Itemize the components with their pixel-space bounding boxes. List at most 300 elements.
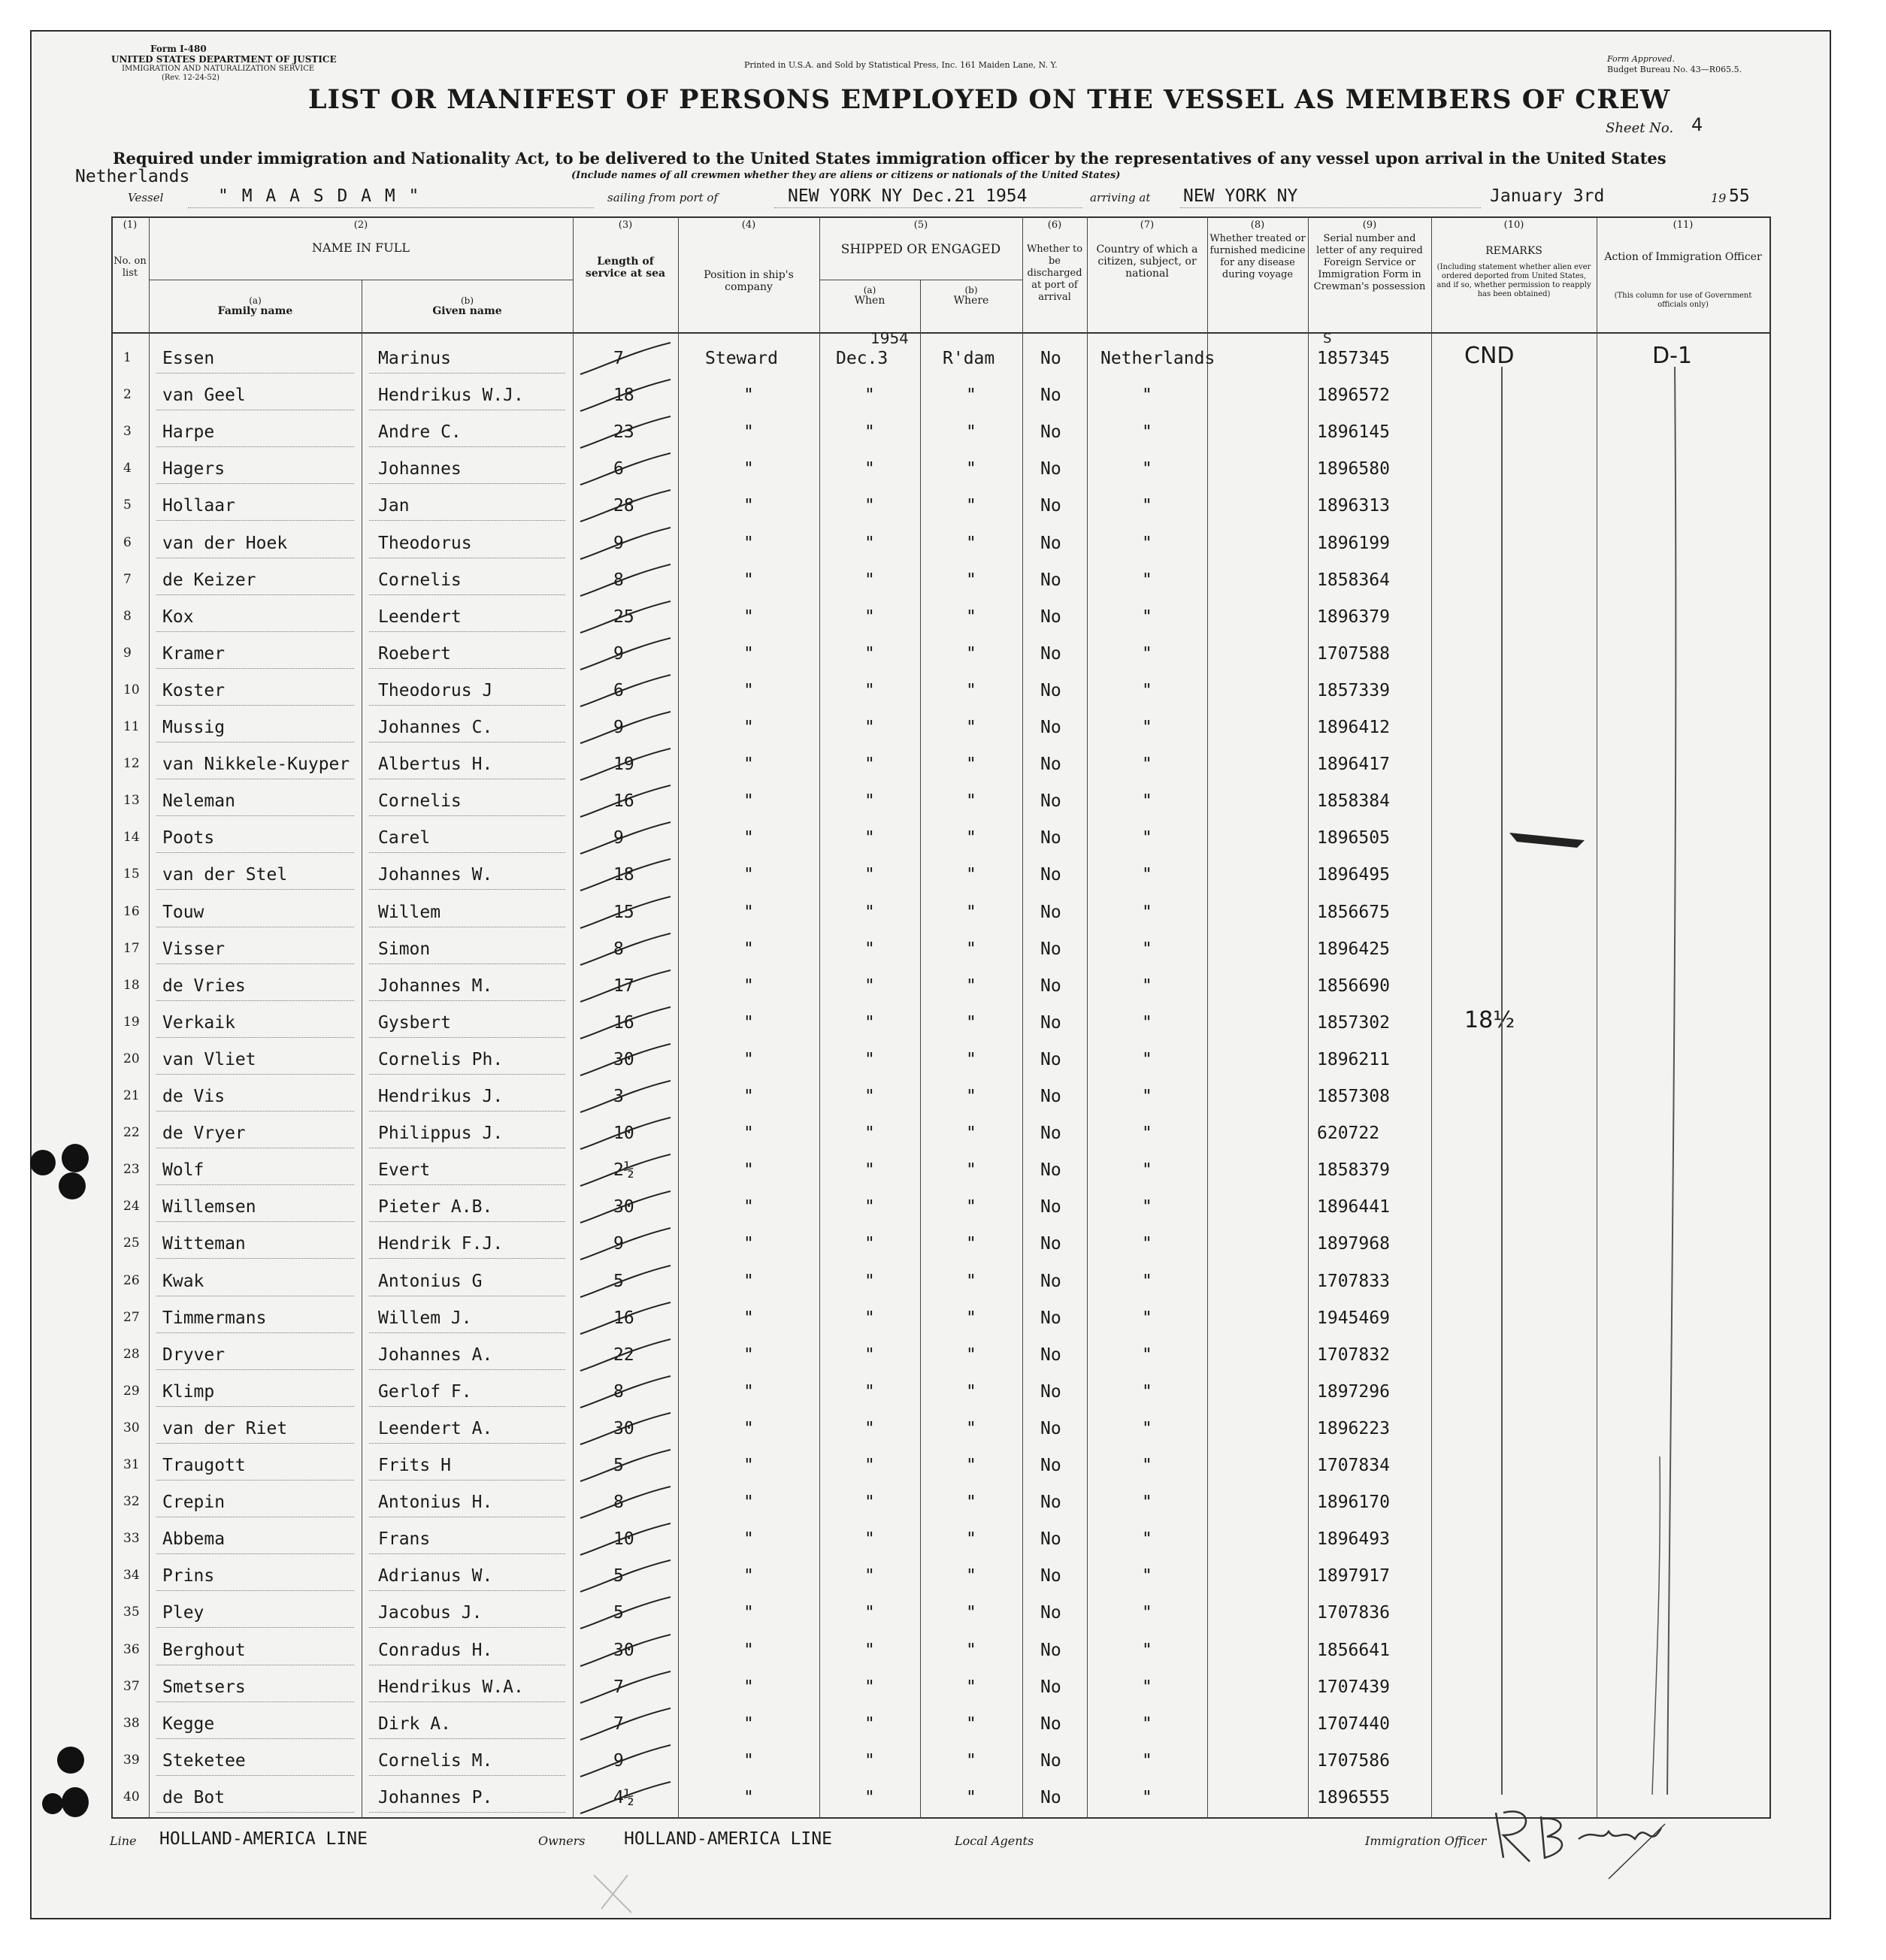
cell-family: van Geel <box>162 386 246 406</box>
cell-family: Neleman <box>162 791 235 812</box>
cell-service: 7 <box>613 1677 624 1697</box>
cell-country: " <box>1142 459 1152 479</box>
cell-when: " <box>864 1049 875 1069</box>
cell-serial: 1707834 <box>1317 1456 1390 1475</box>
cell-given: Dirk A. <box>378 1713 451 1734</box>
cell-given: Carel <box>378 828 431 848</box>
cell-position: " <box>743 1197 754 1217</box>
cell-serial: 1896572 <box>1317 386 1390 406</box>
cell-position: " <box>743 865 754 885</box>
cell-discharged: No <box>1040 1603 1061 1623</box>
cell-discharged: No <box>1040 606 1061 627</box>
cell-given: Hendrikus J. <box>378 1087 504 1106</box>
cell-when: " <box>864 570 875 590</box>
cell-country: " <box>1142 755 1152 775</box>
cell-where: " <box>966 755 976 775</box>
cell-no: 16 <box>123 903 140 919</box>
cell-no: 11 <box>123 719 140 734</box>
cell-no: 14 <box>123 830 140 845</box>
cell-given: Adrianus W. <box>378 1566 493 1586</box>
cell-country: " <box>1142 1012 1152 1033</box>
cell-discharged: No <box>1040 496 1061 516</box>
cell-where: " <box>966 1640 976 1660</box>
cell-position: " <box>743 1603 754 1623</box>
cell-serial: 1707440 <box>1317 1713 1390 1734</box>
cell-when: " <box>864 828 875 848</box>
cell-position: " <box>743 1087 754 1106</box>
head-given: Given name <box>432 305 502 317</box>
cell-serial: 1896425 <box>1317 939 1390 959</box>
cell-discharged: No <box>1040 939 1061 959</box>
cell-given: Frans <box>378 1529 431 1550</box>
cell-given: Simon <box>378 939 431 959</box>
cell-when: " <box>864 1344 875 1365</box>
line-label: Line <box>110 1834 137 1848</box>
cell-when: " <box>864 422 875 443</box>
cell-where: " <box>966 1677 976 1697</box>
cell-family: Dryver <box>162 1344 226 1365</box>
cell-service: 28 <box>613 496 634 516</box>
cell-given: Hendrikus W.J. <box>378 386 524 406</box>
cell-country: " <box>1142 1640 1152 1660</box>
cell-when: " <box>864 1012 875 1033</box>
colnum-3: (3) <box>618 219 633 231</box>
cell-where: " <box>966 1787 976 1807</box>
nationality: Netherlands <box>75 167 190 186</box>
cell-country: " <box>1142 1787 1152 1807</box>
cell-where: " <box>966 422 976 443</box>
cell-no: 40 <box>123 1789 140 1804</box>
cell-discharged: No <box>1040 1124 1061 1144</box>
cell-when: " <box>864 1087 875 1106</box>
cell-given: Cornelis Ph. <box>378 1049 504 1069</box>
head-5b: (b) <box>964 285 978 295</box>
cell-family: Kegge <box>162 1713 215 1734</box>
cell-country: " <box>1142 1160 1152 1181</box>
cell-serial: 1896412 <box>1317 718 1390 737</box>
owners-label: Owners <box>538 1834 586 1848</box>
cell-family: de Bot <box>162 1787 226 1807</box>
cell-country: " <box>1142 975 1152 996</box>
cell-service: 8 <box>613 570 624 590</box>
cell-where: " <box>966 1529 976 1550</box>
cell-position: " <box>743 1787 754 1807</box>
sailing-underline <box>774 207 1082 208</box>
cell-service: 4½ <box>613 1787 634 1807</box>
cell-service: 18 <box>613 865 634 885</box>
budget-bureau: Budget Bureau No. 43—R065.5. <box>1607 65 1742 74</box>
cell-serial: 1945469 <box>1317 1308 1390 1328</box>
cell-service: 5 <box>613 1566 624 1586</box>
cell-service: 30 <box>613 1049 634 1069</box>
cell-family: Witteman <box>162 1234 246 1254</box>
head-5a: (a) <box>863 285 876 295</box>
cell-given: Johannes C. <box>378 718 493 737</box>
cell-country: " <box>1142 1677 1152 1697</box>
cell-discharged: No <box>1040 975 1061 996</box>
cell-service: 2½ <box>613 1160 634 1181</box>
cell-serial: 1897296 <box>1317 1381 1390 1402</box>
cell-family: Harpe <box>162 422 215 443</box>
cell-when: " <box>864 902 875 922</box>
cell-given: Jacobus J. <box>378 1603 483 1623</box>
cell-discharged: No <box>1040 1640 1061 1660</box>
cell-when: " <box>864 1493 875 1513</box>
cell-where: " <box>966 1234 976 1254</box>
cell-service: 10 <box>613 1124 634 1144</box>
cell-no: 17 <box>123 940 140 956</box>
cell-family: Koster <box>162 680 226 700</box>
cell-discharged: No <box>1040 459 1061 479</box>
head-no: No. on list <box>114 256 147 279</box>
head-action: Action of Immigration Officer <box>1604 251 1762 263</box>
cell-service: 30 <box>613 1418 634 1438</box>
colnum-8: (8) <box>1250 219 1265 231</box>
cell-given: Leendert A. <box>378 1418 493 1438</box>
cell-service: 8 <box>613 939 624 959</box>
cell-country: " <box>1142 1493 1152 1513</box>
cell-country: " <box>1142 1456 1152 1475</box>
cell-service: 30 <box>613 1640 634 1660</box>
cell-given: Leendert <box>378 606 462 627</box>
punch-hole-6 <box>62 1787 89 1817</box>
cell-when: " <box>864 1271 875 1291</box>
cell-country: " <box>1142 606 1152 627</box>
cell-no: 35 <box>123 1605 140 1620</box>
document-title: LIST OR MANIFEST OF PERSONS EMPLOYED ON THE VESSEL AS MEMBERS OF CREW <box>308 84 1671 115</box>
cell-when: " <box>864 1713 875 1734</box>
cell-service: 9 <box>613 1234 624 1254</box>
cell-family: Willemsen <box>162 1197 256 1217</box>
cell-position: " <box>743 1713 754 1734</box>
cell-serial: 1857302 <box>1317 1012 1390 1033</box>
line-value: HOLLAND-AMERICA LINE <box>159 1829 368 1849</box>
cell-where: " <box>966 1271 976 1291</box>
arriving-label: arriving at <box>1090 191 1151 204</box>
cell-position: " <box>743 606 754 627</box>
cell-where: " <box>966 1197 976 1217</box>
cell-where: " <box>966 1049 976 1069</box>
cell-discharged: No <box>1040 1197 1061 1217</box>
cell-no: 33 <box>123 1531 140 1547</box>
cell-service: 8 <box>613 1493 624 1513</box>
cell-family: de Vis <box>162 1087 226 1106</box>
cell-given: Jan <box>378 496 410 516</box>
cell-family: Prins <box>162 1566 215 1586</box>
cell-country: " <box>1142 1087 1152 1106</box>
cell-serial: 1707588 <box>1317 643 1390 664</box>
cell-country: " <box>1142 1124 1152 1144</box>
cell-given: Gerlof F. <box>378 1381 472 1402</box>
cell-serial: 1896441 <box>1317 1197 1390 1217</box>
cell-when: " <box>864 1418 875 1438</box>
colnum-9: (9) <box>1362 219 1377 231</box>
cell-country: " <box>1142 1603 1152 1623</box>
cell-given: Willem <box>378 902 441 922</box>
service: IMMIGRATION AND NATURALIZATION SERVICE <box>122 65 315 73</box>
cell-country: " <box>1142 386 1152 406</box>
head-family: Family name <box>217 305 293 317</box>
punch-hole-5 <box>42 1793 63 1814</box>
cell-no: 30 <box>123 1420 140 1435</box>
cell-given: Pieter A.B. <box>378 1197 493 1217</box>
cell-no: 7 <box>123 571 132 587</box>
cell-when: " <box>864 459 875 479</box>
cell-given: Frits H <box>378 1456 451 1475</box>
cell-country: " <box>1142 680 1152 700</box>
cell-service: 3 <box>613 1087 624 1106</box>
cell-position: " <box>743 1308 754 1328</box>
cell-country: " <box>1142 1197 1152 1217</box>
cell-action: D-1 <box>1652 343 1693 369</box>
cell-discharged: No <box>1040 422 1061 443</box>
cell-family: Kramer <box>162 643 226 664</box>
cell-when: " <box>864 1529 875 1550</box>
cell-given: Johannes P. <box>378 1787 493 1807</box>
cell-where: " <box>966 1308 976 1328</box>
cell-discharged: No <box>1040 386 1061 406</box>
cell-given: Antonius H. <box>378 1493 493 1513</box>
cell-position: " <box>743 1529 754 1550</box>
cell-serial: 1896493 <box>1317 1529 1390 1550</box>
cell-no: 31 <box>123 1457 140 1472</box>
cell-family: Mussig <box>162 718 226 737</box>
sailing-from: NEW YORK NY Dec.21 1954 <box>788 186 1028 206</box>
cell-discharged: No <box>1040 865 1061 885</box>
cell-family: Crepin <box>162 1493 226 1513</box>
cell-family: Smetsers <box>162 1677 246 1697</box>
cell-serial: 1896505 <box>1317 828 1390 848</box>
cell-where: " <box>966 643 976 664</box>
cell-discharged: No <box>1040 1012 1061 1033</box>
cell-discharged: No <box>1040 1049 1061 1069</box>
cell-country: " <box>1142 865 1152 885</box>
cell-country: " <box>1142 1750 1152 1771</box>
cell-family: Touw <box>162 902 204 922</box>
cell-when: " <box>864 755 875 775</box>
cell-given: Johannes <box>378 459 462 479</box>
cell-given: Marinus <box>378 349 451 368</box>
cell-country: " <box>1142 643 1152 664</box>
cell-serial: 1707833 <box>1317 1271 1390 1291</box>
year-prefix: 19 <box>1711 191 1727 205</box>
cell-position: " <box>743 386 754 406</box>
cell-serial: 1857339 <box>1317 680 1390 700</box>
agents-label: Local Agents <box>955 1834 1034 1848</box>
head-action-note: (This column for use of Government officials only) <box>1614 292 1752 309</box>
arriving-underline <box>1180 207 1481 208</box>
cell-discharged: No <box>1040 1529 1061 1550</box>
cell-serial: 1896313 <box>1317 496 1390 516</box>
colnum-4: (4) <box>741 219 756 231</box>
cell-when: " <box>864 386 875 406</box>
handwritten-marks <box>111 216 1771 1819</box>
cell-service: 9 <box>613 828 624 848</box>
cell-position: " <box>743 1234 754 1254</box>
cell-no: 28 <box>123 1346 140 1362</box>
cell-serial: 1707832 <box>1317 1344 1390 1365</box>
sailing-label: sailing from port of <box>607 191 718 204</box>
cell-no: 8 <box>123 608 132 624</box>
cell-position: " <box>743 1750 754 1771</box>
head-service: Length of service at sea <box>585 256 666 280</box>
cell-position: " <box>743 755 754 775</box>
cell-remark: 18½ <box>1464 1006 1515 1033</box>
cell-where: " <box>966 1012 976 1033</box>
cell-position: " <box>743 422 754 443</box>
cell-when: " <box>864 1124 875 1144</box>
cell-serial: 1896211 <box>1317 1049 1390 1069</box>
cell-position: " <box>743 1640 754 1660</box>
cell-position: " <box>743 1418 754 1438</box>
cell-no: 2 <box>123 387 132 403</box>
cell-family: de Vries <box>162 975 246 996</box>
cell-position: " <box>743 975 754 996</box>
colnum-1: (1) <box>123 219 138 231</box>
cell-family: Pley <box>162 1603 204 1623</box>
cell-country: " <box>1142 1308 1152 1328</box>
cell-when: " <box>864 533 875 553</box>
cell-discharged: No <box>1040 1787 1061 1807</box>
cell-no: 19 <box>123 1014 140 1030</box>
cell-when: " <box>864 791 875 812</box>
cell-discharged: No <box>1040 1566 1061 1586</box>
cell-serial: 1896555 <box>1317 1787 1390 1807</box>
cell-serial: 1896145 <box>1317 422 1390 443</box>
cell-serial: 1897968 <box>1317 1234 1390 1254</box>
cell-position: " <box>743 1566 754 1586</box>
cell-where: " <box>966 496 976 516</box>
cell-discharged: No <box>1040 1677 1061 1697</box>
cell-position: " <box>743 570 754 590</box>
cell-position: " <box>743 1271 754 1291</box>
punch-hole-4 <box>57 1747 84 1774</box>
cell-discharged: No <box>1040 1234 1061 1254</box>
serial-prefix: S <box>1323 331 1332 346</box>
cell-serial: 1858384 <box>1317 791 1390 812</box>
cell-no: 24 <box>123 1199 140 1214</box>
arriving-at: NEW YORK NY <box>1183 186 1298 206</box>
cell-no: 34 <box>123 1568 140 1583</box>
cell-given: Theodorus <box>378 533 472 553</box>
cell-when: " <box>864 1787 875 1807</box>
cell-given: Antonius G <box>378 1271 483 1291</box>
cell-where: " <box>966 459 976 479</box>
head-medicine: Whether treated or furnished medicine for any disease during voyage <box>1209 233 1306 280</box>
cell-where: R'dam <box>943 349 995 368</box>
cell-serial: 1896223 <box>1317 1418 1390 1438</box>
cell-where: " <box>966 828 976 848</box>
cell-serial: 1897917 <box>1317 1566 1390 1586</box>
cell-country: " <box>1142 939 1152 959</box>
cell-country: " <box>1142 791 1152 812</box>
cell-country: " <box>1142 570 1152 590</box>
vessel-label: Vessel <box>128 191 164 204</box>
cell-given: Theodorus J <box>378 680 493 700</box>
cell-where: " <box>966 1713 976 1734</box>
cell-service: 30 <box>613 1197 634 1217</box>
cell-no: 5 <box>123 498 132 513</box>
cell-discharged: No <box>1040 1087 1061 1106</box>
cell-serial: 1707836 <box>1317 1603 1390 1623</box>
cell-where: " <box>966 533 976 553</box>
cell-position: " <box>743 939 754 959</box>
cell-given: Cornelis M. <box>378 1750 493 1771</box>
cell-no: 18 <box>123 977 140 993</box>
cell-serial: 1707439 <box>1317 1677 1390 1697</box>
cell-family: van der Riet <box>162 1418 288 1438</box>
cell-serial: 1858364 <box>1317 570 1390 590</box>
cell-family: van Vliet <box>162 1049 256 1069</box>
cell-country: " <box>1142 718 1152 737</box>
colnum-2: (2) <box>353 219 368 231</box>
cell-service: 23 <box>613 422 634 443</box>
cell-service: 18 <box>613 386 634 406</box>
cell-family: Kox <box>162 606 194 627</box>
form-approved: Form Approved. <box>1607 54 1676 64</box>
head-shipped: SHIPPED OR ENGAGED <box>840 242 1001 257</box>
cell-service: 16 <box>613 791 634 812</box>
cell-family: Poots <box>162 828 215 848</box>
cell-country: " <box>1142 1049 1152 1069</box>
cell-family: van der Hoek <box>162 533 288 553</box>
cell-discharged: No <box>1040 680 1061 700</box>
cell-family: Steketee <box>162 1750 246 1771</box>
cell-no: 27 <box>123 1309 140 1325</box>
cell-service: 5 <box>613 1603 624 1623</box>
cell-service: 9 <box>613 533 624 553</box>
cell-given: Evert <box>378 1160 431 1181</box>
cell-when: " <box>864 1566 875 1586</box>
cell-where: " <box>966 791 976 812</box>
cell-discharged: No <box>1040 643 1061 664</box>
cell-discharged: No <box>1040 1456 1061 1475</box>
colnum-5: (5) <box>913 219 928 231</box>
cell-where: " <box>966 1124 976 1144</box>
cell-service: 9 <box>613 718 624 737</box>
cell-service: 6 <box>613 680 624 700</box>
cell-country: " <box>1142 496 1152 516</box>
cell-given: Gysbert <box>378 1012 451 1033</box>
revision: (Rev. 12-24-52) <box>162 74 220 82</box>
cell-country: " <box>1142 902 1152 922</box>
cell-given: Johannes A. <box>378 1344 493 1365</box>
cell-where: " <box>966 1750 976 1771</box>
head-country: Country of which a citizen, subject, or national <box>1096 243 1198 280</box>
cell-discharged: No <box>1040 533 1061 553</box>
cell-serial: 1896417 <box>1317 755 1390 775</box>
cell-no: 32 <box>123 1494 140 1510</box>
cell-family: Traugott <box>162 1456 246 1475</box>
cell-position: " <box>743 828 754 848</box>
cell-position: Steward <box>705 349 778 368</box>
arrival-date: January 3rd <box>1490 186 1605 206</box>
cell-service: 5 <box>613 1456 624 1475</box>
cell-country: " <box>1142 533 1152 553</box>
inclusion-note: (Include names of all crewmen whether they are aliens or citizens or nationals of the United States) <box>571 170 1121 181</box>
crew-table <box>111 216 1771 1819</box>
cell-when: " <box>864 1234 875 1254</box>
cell-when: " <box>864 718 875 737</box>
cell-family: Berghout <box>162 1640 246 1660</box>
cell-serial: 1896379 <box>1317 606 1390 627</box>
cell-when: " <box>864 1308 875 1328</box>
cell-serial: 1856690 <box>1317 975 1390 996</box>
cell-discharged: No <box>1040 791 1061 812</box>
cell-family: Hagers <box>162 459 226 479</box>
cell-position: " <box>743 1124 754 1144</box>
cell-position: " <box>743 1160 754 1181</box>
